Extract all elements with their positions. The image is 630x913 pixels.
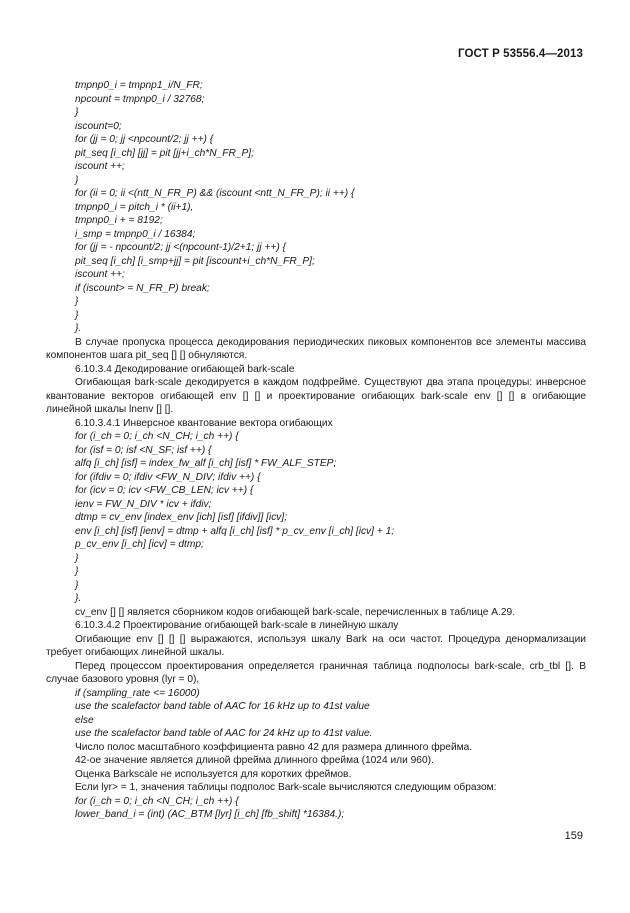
code-line: i_smp = tmpnp0_i / 16384; (75, 228, 196, 240)
paragraph: Огибающая bark-scale декодируется в каждом подфрейме. Существуют два этапа процедуры: инверсное квантование векторов огибающей env [] [] и проектирование огибающих bark-scale env [] [] в огибающие линейной шкалы lnenv [] []. (46, 377, 586, 415)
text-line: 6.10.3.4.1 Инверсное квантование вектора огибающих (75, 417, 333, 429)
code-line: if (sampling_rate <= 16000) (75, 687, 200, 699)
code-line: for (ii = 0; ii <(ntt_N_FR_P) && (iscount <ntt_N_FR_P); ii ++) { (75, 188, 355, 199)
code-line: iscount ++; (75, 269, 125, 280)
code-line: dtmp = cv_env [index_env [ich] [isf] [ifdiv]] [icv]; (75, 512, 288, 523)
code-line: for (ifdiv = 0; ifdiv <FW_N_DIV; ifdiv ++) { (75, 471, 261, 483)
paragraph: Перед процессом проектирования определяется граничная таблица подполосы bark-scale, crb_tbl []. В случае базового уровня (lyr = 0), (46, 660, 586, 685)
code-line: use the scalefactor band table of AAC for 24 kHz up to 41st value. (75, 728, 373, 739)
code-line: for (i_ch = 0; i_ch <N_CH; i_ch ++) { (75, 795, 239, 807)
code-line: } (75, 552, 79, 564)
code-line: if (iscount> = N_FR_P) break; (75, 282, 210, 294)
code-line: alfq [i_ch] [isf] = index_fw_alf [i_ch] [isf] * FW_ALF_STEP; (75, 458, 337, 469)
code-line: } (75, 579, 79, 591)
code-line: tmpnp0_i = tmpnp1_i/N_FR; (75, 80, 203, 91)
document-body (46, 79, 586, 822)
text-line: 6.10.3.4.2 Проектирование огибающей bark-scale в линейную шкалу (75, 620, 399, 631)
code-line: iscount=0; (75, 120, 122, 132)
text-line: Оценка Barkscale не используется для коротких фреймов. (75, 768, 352, 780)
code-line: tmpnp0_i + = 8192; (75, 215, 163, 226)
code-line: use the scalefactor band table of AAC for 16 kHz up to 41st value (75, 701, 370, 712)
paragraph: Огибающие env [] [] [] выражаются, используя шкалу Bark на оси частот. Процедура денормализации требует огибающих линейной шкалы. (46, 633, 586, 658)
code-line: } (75, 566, 79, 577)
page-number: 159 (564, 830, 583, 842)
code-line: pit_seq [i_ch] [i_smp+jj] = pit [iscount+i_ch*N_FR_P]; (75, 255, 315, 267)
code-line: }. (75, 323, 82, 334)
code-line: } (75, 174, 79, 186)
text-line: Если lyr> = 1, значения таблицы подполос Bark-scale вычисляются следующим образом: (75, 782, 497, 793)
code-line: ienv = FW_N_DIV * icv + ifdiv; (75, 498, 212, 510)
code-line: for (icv = 0; icv <FW_CB_LEN; icv ++) { (75, 485, 254, 496)
code-line: for (isf = 0; isf <N_SF; isf ++) { (75, 444, 212, 456)
paragraph: В случае пропуска процесса декодирования периодических пиковых компонентов все элементы массива компонентов шага pit_seq [] [] обнуляются. (46, 336, 586, 361)
text-line: Число полос масштабного коэффициента равно 42 для размера длинного фрейма. (75, 741, 473, 753)
code-line: lower_band_i = (int) (AC_BTM [lyr] [i_ch] [fb_shift] *16384.); (75, 809, 345, 820)
code-line: for (jj = 0; jj <npcount/2; jj ++) { (75, 134, 214, 145)
code-line: for (i_ch = 0; i_ch <N_CH; i_ch ++) { (75, 431, 239, 442)
code-line: }. (75, 593, 82, 604)
code-line: } (75, 107, 79, 118)
standard-code-header: ГОСТ Р 53556.4—2013 (458, 48, 583, 60)
code-line: for (jj = - npcount/2; jj <(npcount-1)/2+1; jj ++) { (75, 242, 286, 253)
code-line: else (75, 714, 94, 726)
code-line: p_cv_env [i_ch] [icv] = dtmp; (75, 539, 204, 550)
code-line: npcount = tmpnp0_i / 32768; (75, 93, 205, 105)
text-line: 42-ое значение является длиной фрейма длинного фрейма (1024 или 960). (75, 755, 434, 766)
code-line: tmpnp0_i = pitch_i * (ii+1), (75, 201, 194, 213)
code-line: } (75, 296, 79, 307)
text-line: 6.10.3.4 Декодирование огибающей bark-scale (75, 363, 295, 375)
code-line: } (75, 309, 79, 321)
code-line: pit_seq [i_ch] [jj] = pit [jj+i_ch*N_FR_P]; (75, 147, 254, 159)
code-line: iscount ++; (75, 161, 125, 172)
code-line: env [i_ch] [isf] [ienv] = dtmp + alfq [i_ch] [isf] * p_cv_env [i_ch] [icv] + 1; (75, 525, 395, 537)
text-line: cv_env [] [] является сборником кодов огибающей bark-scale, перечисленных в таблице А.29. (75, 606, 516, 618)
